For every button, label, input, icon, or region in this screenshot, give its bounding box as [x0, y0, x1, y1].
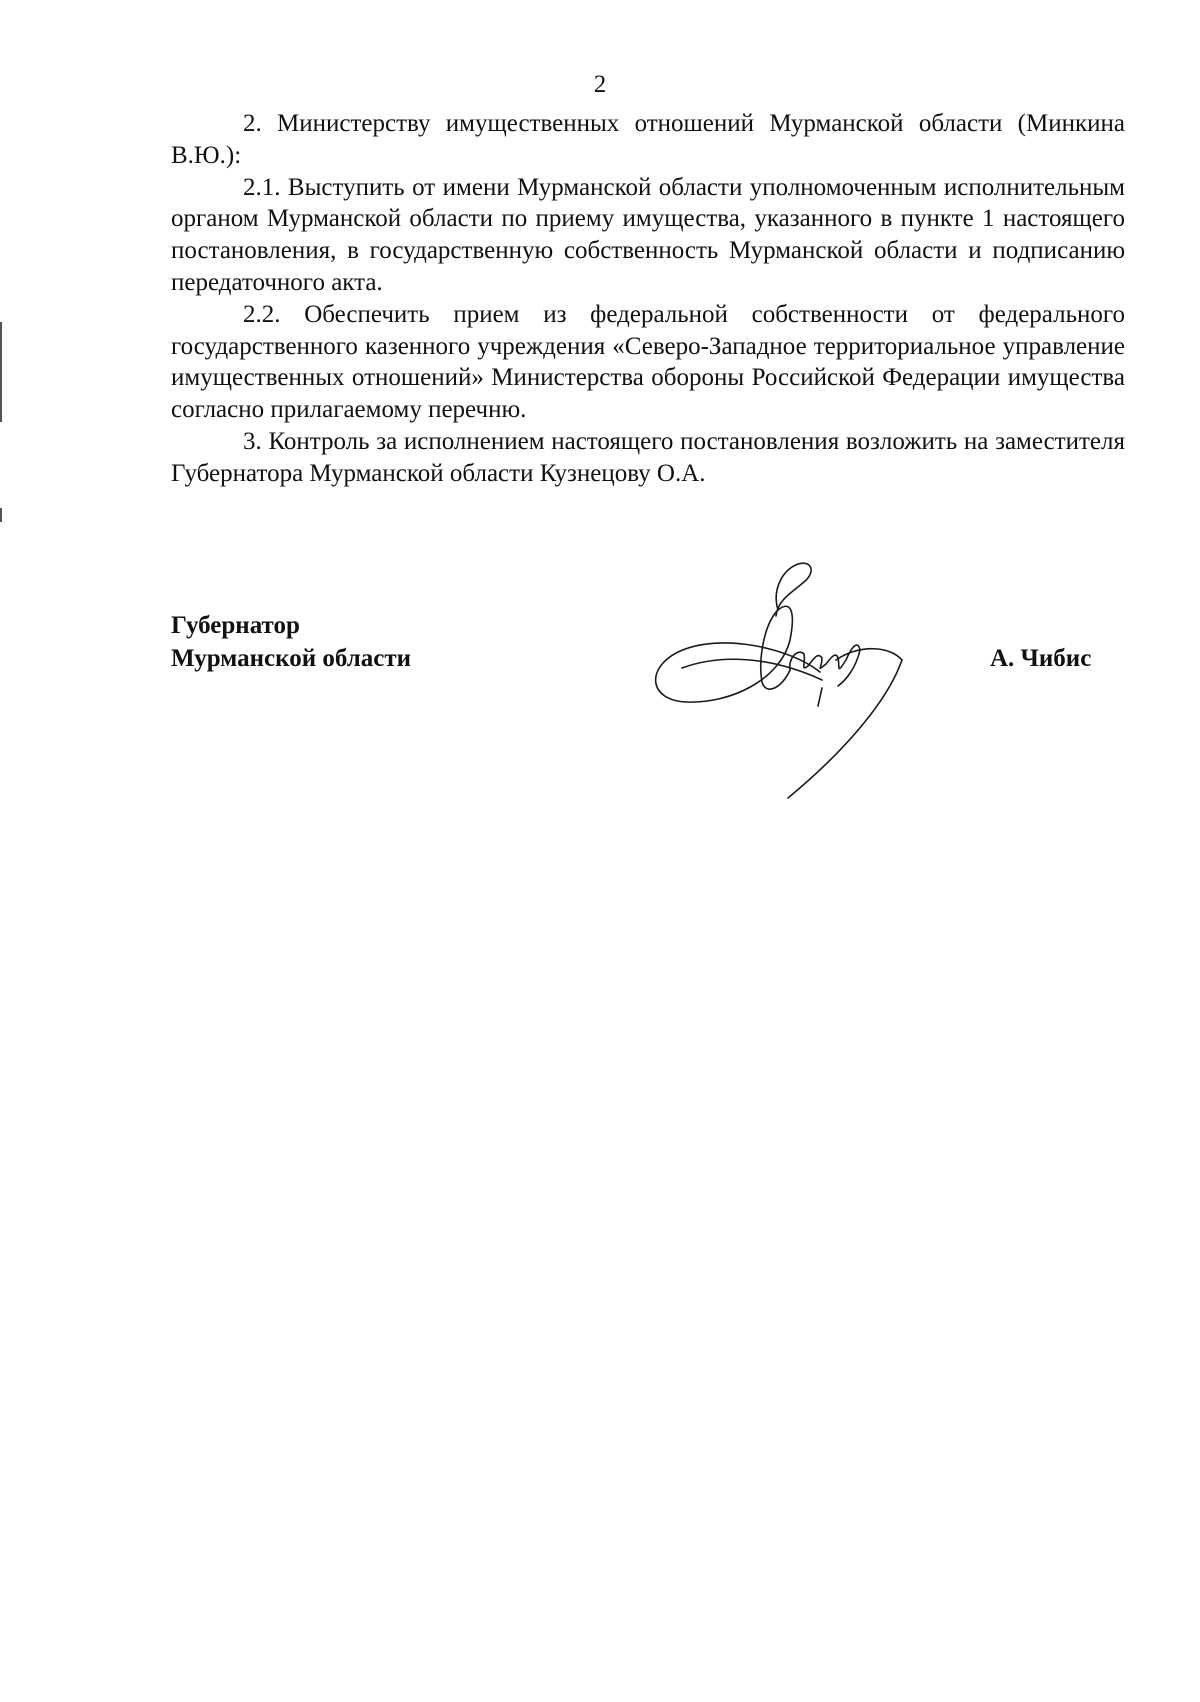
paragraph: 2.1. Выступить от имени Мурманской области уполномоченным исполнительным органом Мурманской области по приему имущества, указанного в пункте 1 настоящего постановления, в государственную собственность Мурманской области и подписанию передаточного акта.	[171, 173, 1125, 296]
scan-margin-mark	[0, 322, 2, 422]
signatory-title-line: Мурманской области	[171, 645, 412, 672]
paragraph: 2.2. Обеспечить прием из федеральной собственности от федерального государственного казенного учреждения «Северо-Западное территориальное управление имущественных отношений» Министерства обороны Российской Федерации имущества согласно прилагаемому перечню.	[171, 300, 1125, 424]
page-number: 2	[593, 71, 607, 98]
signatory-name: А. Чибис	[990, 645, 1092, 672]
signatory-title-line: Губернатор	[171, 612, 300, 639]
signatory-title	[171, 609, 411, 675]
scan-margin-mark	[0, 508, 2, 522]
document-body	[171, 108, 1125, 490]
handwritten-signature	[640, 560, 940, 800]
paragraph: 2. Министерству имущественных отношений Мурманской области (Минкина В.Ю.):	[171, 110, 1125, 169]
paragraph: 3. Контроль за исполнением настоящего постановления возложить на заместителя Губернатора Мурманской области Кузнецову О.А.	[171, 427, 1125, 487]
